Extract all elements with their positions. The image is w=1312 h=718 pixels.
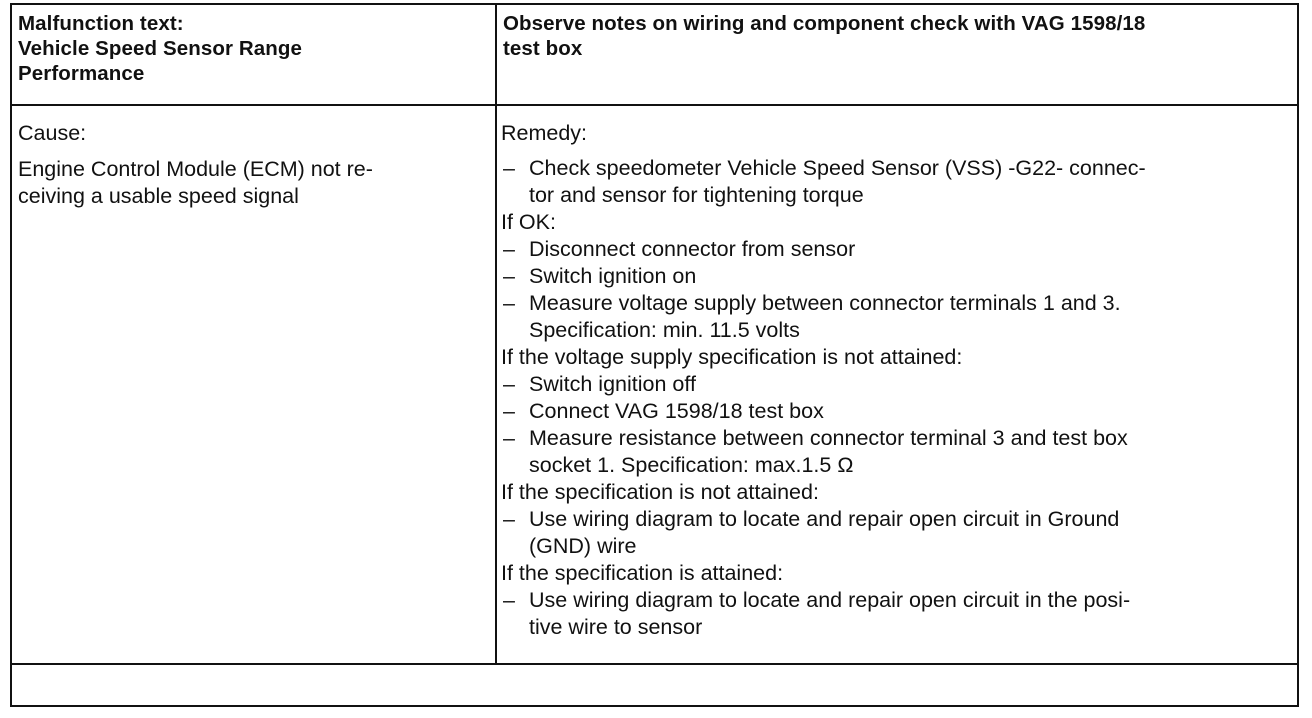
remedy-step (501, 155, 1291, 209)
remedy-step (501, 371, 1291, 398)
dash-bullet: – (503, 426, 515, 450)
remedy-step (501, 425, 1291, 479)
remedy-step-text (529, 425, 1291, 479)
header-line: Performance (18, 62, 145, 85)
remedy-label: Remedy: (501, 121, 588, 145)
remedy-line: Measure resistance between connector terminal 3 and test box (529, 426, 1128, 450)
remedy-line: Disconnect connector from sensor (529, 237, 856, 261)
cause-cell (18, 120, 478, 210)
malfunction-table (10, 3, 1299, 707)
remedy-step (501, 587, 1291, 641)
remedy-line: Check speedometer Vehicle Speed Sensor (VSS) -G22- connec- (529, 156, 1146, 180)
remedy-condition: If OK: (501, 210, 556, 234)
footer-divider (12, 663, 1297, 665)
header-line: test box (503, 37, 583, 60)
remedy-line: socket 1. Specification: max.1.5 Ω (529, 453, 854, 477)
remedy-line: Specification: min. 11.5 volts (529, 318, 800, 342)
remedy-line: Switch ignition on (529, 264, 697, 288)
remedy-line: Connect VAG 1598/18 test box (529, 399, 824, 423)
remedy-line: tor and sensor for tightening torque (529, 183, 864, 207)
remedy-condition: If the specification is not attained: (501, 480, 819, 504)
dash-bullet: – (503, 156, 515, 180)
remedy-line: tive wire to sensor (529, 615, 703, 639)
dash-bullet: – (503, 264, 515, 288)
dash-bullet: – (503, 291, 515, 315)
remedy-condition: If the specification is attained: (501, 561, 784, 585)
remedy-step (501, 263, 1291, 290)
dash-bullet: – (503, 399, 515, 423)
dash-bullet: – (503, 237, 515, 261)
header-line: Observe notes on wiring and component check with VAG 1598/18 (503, 12, 1146, 35)
remedy-line: Use wiring diagram to locate and repair open circuit in the posi- (529, 588, 1131, 612)
remedy-line: Use wiring diagram to locate and repair open circuit in Ground (529, 507, 1120, 531)
header-line: Malfunction text: (18, 12, 184, 35)
remedy-step (501, 506, 1291, 560)
remedy-step-text (529, 506, 1291, 560)
remedy-cell (501, 120, 1291, 641)
remedy-line: (GND) wire (529, 534, 637, 558)
remedy-step-text (529, 371, 1291, 398)
remedy-step-text (529, 398, 1291, 425)
remedy-step (501, 290, 1291, 344)
remedy-list (501, 155, 1291, 641)
remedy-step-text (529, 236, 1291, 263)
header-line: Vehicle Speed Sensor Range (18, 37, 303, 60)
remedy-step-text (529, 587, 1291, 641)
malfunction-header (18, 11, 478, 86)
remedy-step-text (529, 290, 1291, 344)
remedy-step (501, 398, 1291, 425)
cause-line: ceiving a usable speed signal (18, 184, 299, 208)
dash-bullet: – (503, 507, 515, 531)
notes-header (503, 11, 1283, 61)
dash-bullet: – (503, 588, 515, 612)
remedy-step (501, 236, 1291, 263)
header-divider (12, 104, 1297, 106)
remedy-line: Measure voltage supply between connector terminals 1 and 3. (529, 291, 1121, 315)
cause-line: Engine Control Module (ECM) not re- (18, 157, 373, 181)
remedy-step-text (529, 155, 1291, 209)
remedy-step-text (529, 263, 1291, 290)
remedy-line: Switch ignition off (529, 372, 696, 396)
dash-bullet: – (503, 372, 515, 396)
cause-label: Cause: (18, 121, 87, 145)
remedy-condition: If the voltage supply specification is not attained: (501, 345, 963, 369)
